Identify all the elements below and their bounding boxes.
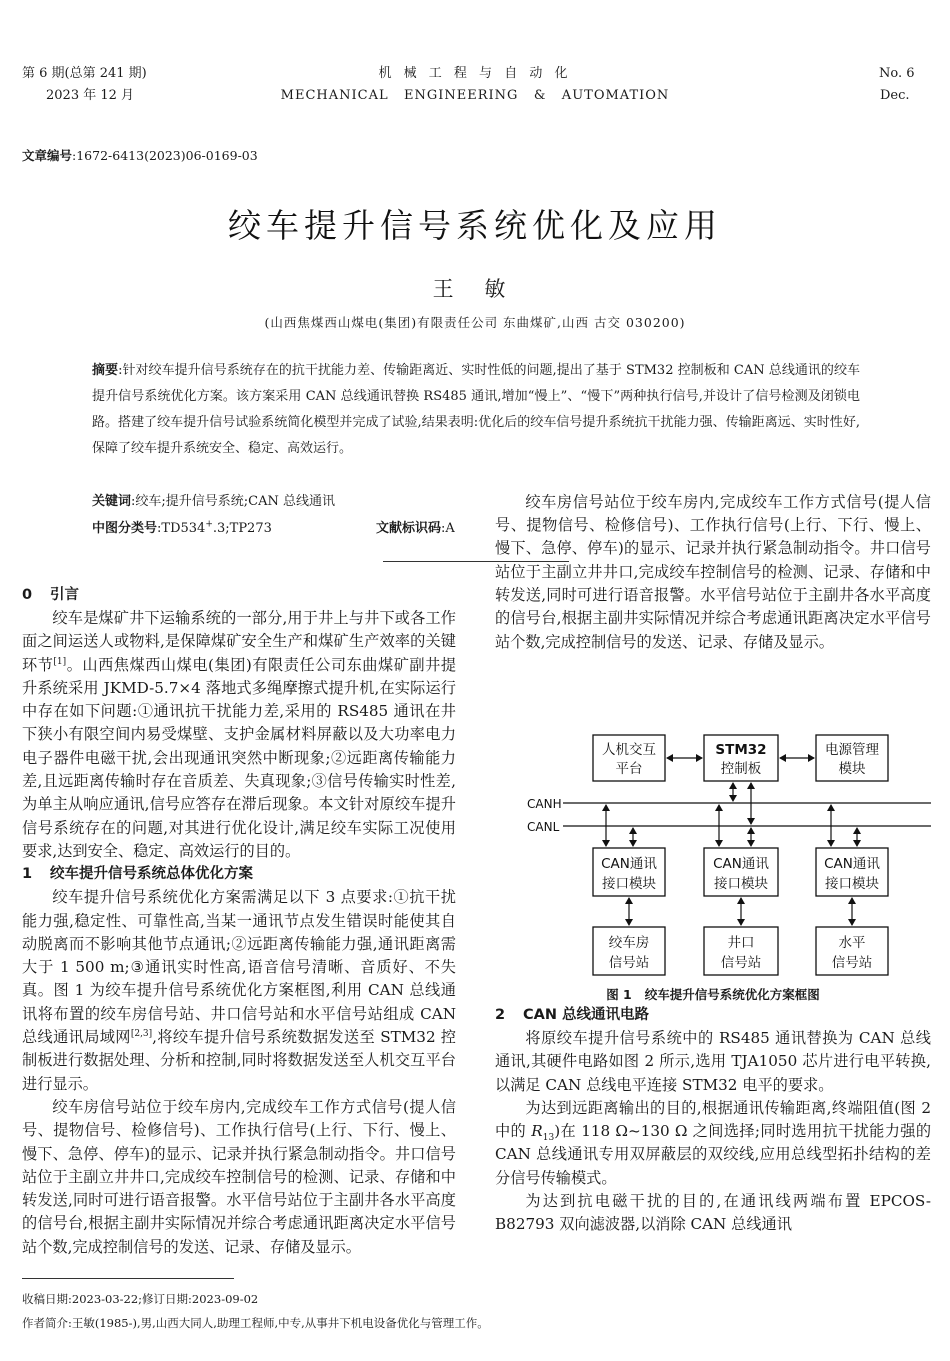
right-column-top [495, 492, 931, 724]
section-1-text-continued: 绞车房信号站位于绞车房内,完成绞车工作方式信号(提人信号、提物信号、检修信号)、工作执行信号(上行、下行、慢上、慢下、急停、停车)的显示、记录并执行紧急制动指令。井口信号站位于主副立井井口,完成绞车控制信号的检测、记录、存储和中转发送,同时可进行语音报警。水平信号站位于主副井各水平高度的信号台,根据主副井实际情况并综合考虑通讯距离决定水平信号站个数,完成控制信号的发送、记录、存储及显示。 [495, 492, 931, 651]
section-2-text-a: 为达到远距离输出的目的,根据通讯传输距离,终端阻值(图 2 中的 [495, 1098, 931, 1141]
journal-title-cn: 机 械 工 程 与 自 动 化 [378, 66, 572, 81]
article-number [22, 146, 258, 166]
clc-value: :TD534 [157, 521, 206, 536]
canl-label: CANL [527, 820, 560, 834]
author-name: 王 敏 [432, 277, 518, 301]
author-affiliation: (山西焦煤西山煤电(集团)有限责任公司 东曲煤矿,山西 古交 030200) [264, 315, 686, 330]
section-2-title: CAN 总线通讯电路 [523, 1007, 650, 1023]
section-2-text-b: )在 118 Ω~130 Ω 之间选择;同时选用抗干扰能力强的 CAN 总线通讯专用双屏蔽层的双绞线,应用总线型拓扑结构的差分信号传输模式。 [495, 1122, 932, 1187]
keywords-value: :绞车;提升信号系统;CAN 总线通讯 [131, 494, 335, 509]
doc-code-value: :A [441, 521, 455, 536]
ref-2-3: [2,3] [130, 1028, 153, 1039]
can-module-2-label-1: CAN通讯 [713, 856, 769, 872]
station-level-label-1: 水平 [838, 935, 866, 951]
figure-1-caption: 图 1 绞车提升信号系统优化方案框图 [606, 987, 820, 1002]
hmi-label-2: 平台 [615, 761, 643, 777]
can-module-3-label-1: CAN通讯 [824, 856, 880, 872]
clc-sup: + [205, 519, 213, 530]
received-date: 收稿日期:2023-03-22;修订日期:2023-09-02 [22, 1292, 259, 1306]
station-shaft-label-2: 信号站 [720, 955, 762, 971]
canh-label: CANH [527, 797, 562, 811]
section-1-text-b: ,将绞车提升信号系统数据发送至 STM32 控制板进行数据处理、分析和控制,同时将数据发送至人机交互平台进行显示。 [22, 1028, 456, 1093]
section-2-heading [495, 1004, 931, 1027]
section-1-paragraph-2: 绞车房信号站位于绞车房内,完成绞车工作方式信号(提人信号、提物信号、检修信号)、工作执行信号(上行、下行、慢上、慢下、急停、停车)的显示、记录并执行紧急制动指令。井口信号站位于主副立井井口,完成绞车控制信号的检测、记录、存储和中转发送,同时可进行语音报警。水平信号站位于主副井各水平高度的信号台,根据主副井实际情况并综合考虑通讯距离决定水平信号站个数,完成控制信号的发送、记录、存储及显示。 [22, 1097, 456, 1256]
station-shaft-label-1: 井口 [727, 935, 755, 951]
can-module-1-label-2: 接口模块 [602, 876, 656, 892]
author-bio: 作者简介:王敏(1985-),男,山西大同人,助理工程师,中专,从事井下机电设备优化与管理工作。 [22, 1316, 489, 1330]
intro-paragraph [22, 607, 456, 863]
station-winch-label-2: 信号站 [608, 955, 650, 971]
section-2-number: 2 [495, 1007, 506, 1023]
footnote-divider [22, 1278, 234, 1279]
section-2-paragraph-1: 将原绞车提升信号系统中的 RS485 通讯替换为 CAN 总线通讯,其硬件电路如图 2 所示,选用 TJA1050 芯片进行电平转换,以满足 CAN 总线电平连接 STM32 电平的要求。 [495, 1029, 931, 1094]
section-1-title: 绞车提升信号系统总体优化方案 [50, 866, 253, 883]
article-title: 绞车提升信号系统优化及应用 [228, 206, 722, 245]
section-1-heading [22, 863, 456, 886]
section-0-title: 引言 [50, 587, 79, 603]
figure-1-block-diagram [495, 733, 931, 983]
doc-code-label: 文献标识码 [376, 521, 442, 536]
power-label-2: 模块 [838, 761, 866, 777]
resistor-subscript: 13 [542, 1133, 555, 1144]
keywords [92, 490, 335, 514]
stm32-label-2: 控制板 [720, 761, 762, 777]
can-module-1-label-1: CAN通讯 [601, 856, 657, 872]
section-1-text-a: 绞车提升信号系统优化方案需满足以下 3 点要求:①抗干扰能力强,稳定性、可靠性高,当某一通讯节点发生错误时能使其自动脱离而不影响其他节点通讯;②远距离传输能力强,通讯距离需大于 1 500 m;③通讯实时性高,语音信号清晰、音质好、不失真。图 1 为绞车提升信号系统优化方案框图,利用 CAN 总线通讯将布置的绞车房信号站、井口信号站和水平信号站组成 CAN 总线通讯局域网 [22, 888, 456, 1047]
ref-1: [1] [53, 656, 67, 667]
can-module-2-label-2: 接口模块 [714, 876, 768, 892]
clc-number [92, 517, 272, 541]
intro-text-b: 。山西焦煤西山煤电(集团)有限责任公司东曲煤矿副井提升系统采用 JKMD-5.7×4 落地式多绳摩擦式提升机,在实际运行中存在如下问题:①通讯抗干扰能力差,采用的 RS485 通讯在井下狭小有限空间内易受煤壁、支护金属材料屏蔽以及大功率电力电子器件电磁干扰,会出现通讯突然中断现象;②远距离传输能力差,且远距离传输时存在音质差、失真现象;③信号传输实时性差,为单主从响应通讯,信号应答存在滞后现象。本文针对原绞车提升信号系统存在的问题,对其进行优化设计,满足绞车实际工况使用要求,达到安全、稳定、高效运行的目的。 [22, 655, 457, 860]
issue-month-en: Dec. [880, 88, 910, 103]
document-code [376, 517, 455, 541]
intro-text-a: 绞车是煤矿井下运输系统的一部分,用于井上与井下或各工作面之间运送人或物料,是保障煤矿安全生产和煤矿生产效率的关键环节 [22, 609, 456, 674]
section-2-paragraph-3: 为达到抗电磁干扰的目的,在通讯线两端布置 EPCOS-B82793 双向滤波器,以消除 CAN 总线通讯 [495, 1192, 931, 1234]
abstract-text: :针对绞车提升信号系统存在的抗干扰能力差、传输距离近、实时性低的问题,提出了基于 STM32 控制板和 CAN 总线通讯的绞车提升信号系统优化方案。该方案采用 CAN 总线通讯替换 RS485 通讯,增加“慢上”、“慢下”两种执行信号,并设计了信号检测及闭锁电路。搭建了绞车提升信号试验系统简化模型并完成了试验,结果表明:优化后的绞车信号提升系统抗干扰能力强、传输距离远、实时性好,保障了绞车提升系统安全、稳定、高效运行。 [92, 363, 860, 456]
station-winch-label-1: 绞车房 [608, 935, 650, 951]
section-0-heading [22, 584, 456, 607]
power-label-1: 电源管理 [825, 742, 879, 758]
can-module-3-label-2: 接口模块 [825, 876, 879, 892]
issue-date: 2023 年 12 月 [46, 88, 135, 103]
issue-no-en: No. 6 [879, 66, 915, 81]
right-column-bottom [495, 1004, 931, 1237]
article-number-value: :1672-6413(2023)06-0169-03 [72, 148, 258, 163]
section-1-number: 1 [22, 866, 33, 883]
issue-number: 第 6 期(总第 241 期) [22, 66, 147, 81]
article-number-label: 文章编号 [22, 148, 73, 163]
clc-label: 中图分类号 [92, 521, 158, 536]
station-level-label-2: 信号站 [831, 955, 873, 971]
stm32-label-1: STM32 [715, 742, 767, 758]
keywords-label: 关键词 [92, 494, 132, 509]
section-1-paragraph-1 [22, 886, 456, 1096]
abstract-label: 摘要 [92, 363, 119, 378]
left-column [22, 584, 457, 1256]
clc-value-2: .3;TP273 [212, 521, 272, 536]
section-1-paragraph-2-continued [495, 491, 931, 654]
resistor-symbol: R [531, 1122, 543, 1141]
section-0-number: 0 [22, 587, 33, 603]
section-2-paragraph-2 [495, 1097, 931, 1190]
abstract [92, 358, 860, 462]
journal-title-en: MECHANICAL ENGINEERING & AUTOMATION [280, 88, 670, 103]
hmi-label-1: 人机交互 [602, 742, 656, 758]
